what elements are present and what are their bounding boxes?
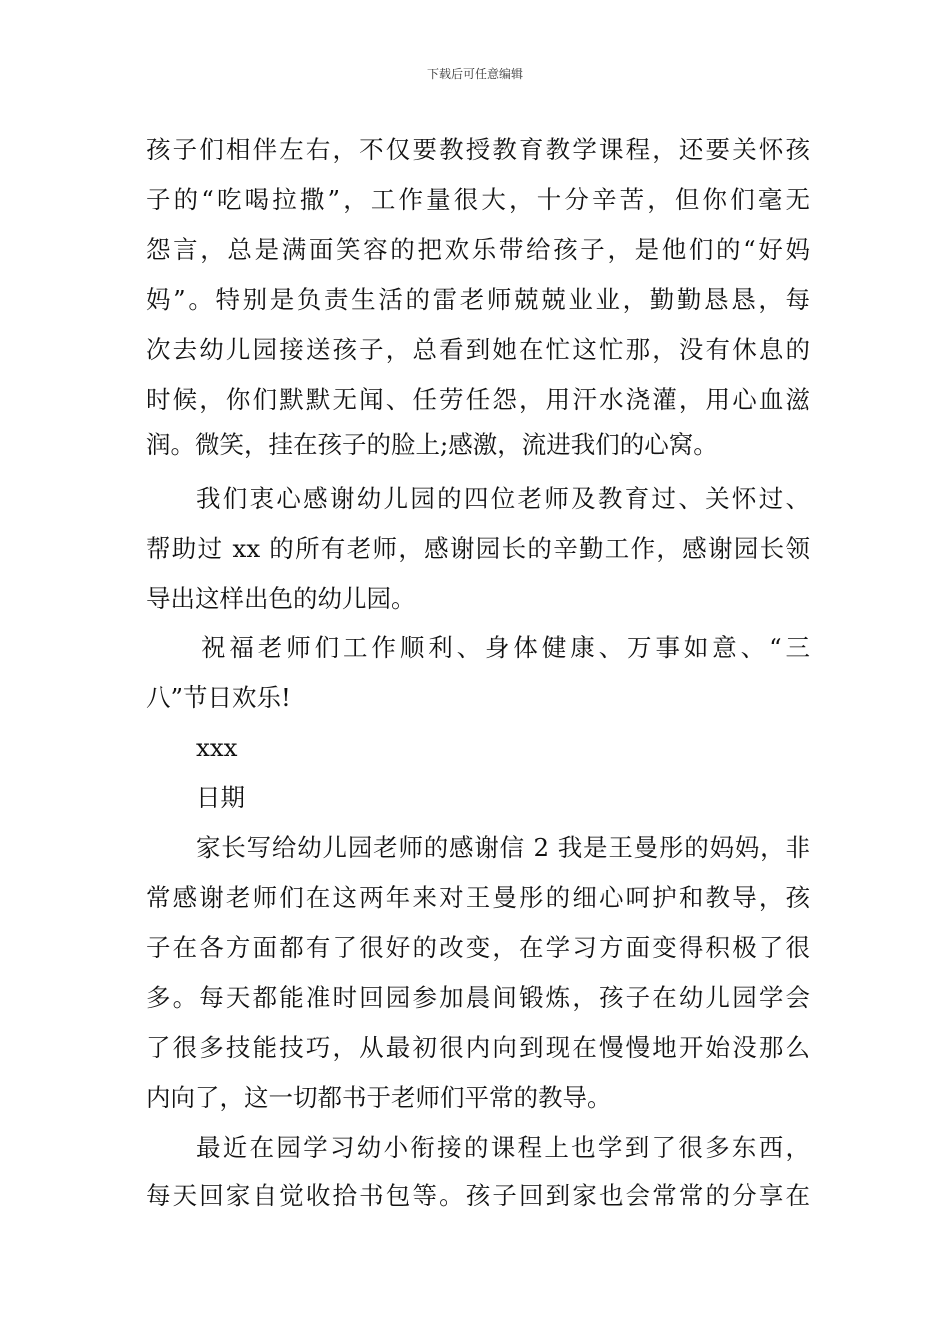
text-line: 次去幼儿园接送孩子，总看到她在忙这忙那，没有休息的 <box>146 335 810 364</box>
text-line: 常感谢老师们在这两年来对王曼彤的细心呵护和教导，孩 <box>146 883 810 912</box>
text-line: 我们衷心感谢幼儿园的四位老师及教育过、关怀过、 <box>196 484 810 513</box>
text-line: 最近在园学习幼小衔接的课程上也学到了很多东西， <box>196 1133 810 1162</box>
text-line: 八”节日欢乐! <box>146 683 291 712</box>
text-line: 孩子们相伴左右，不仅要教授教育教学课程，还要关怀孩 <box>146 135 810 164</box>
text-line: 润。微笑，挂在孩子的脸上;感激，流进我们的心窝。 <box>146 430 718 459</box>
text-line: 多。每天都能准时回园参加晨间锻炼，孩子在幼儿园学会 <box>146 983 810 1012</box>
page-header: 下载后可任意编辑 <box>426 67 523 81</box>
signature-date: 日期 <box>196 783 245 812</box>
text-line: 时候，你们默默无闻、任劳任怨，用汗水浇灌，用心血滋 <box>146 385 810 414</box>
text-line: 导出这样出色的幼儿园。 <box>146 584 416 613</box>
text-line: 内向了，这一切都书于老师们平常的教导。 <box>146 1083 612 1112</box>
text-line: 帮助过 xx 的所有老师，感谢园长的辛勤工作，感谢园长领 <box>146 534 810 563</box>
text-line: 子在各方面都有了很好的改变，在学习方面变得积极了很 <box>146 933 810 962</box>
signature-name: xxx <box>196 733 238 762</box>
text-line: 每天回家自觉收拾书包等。孩子回到家也会常常的分享在 <box>146 1181 810 1210</box>
text-line: 了很多技能技巧，从最初很内向到现在慢慢地开始没那么 <box>146 1033 810 1062</box>
text-line: 子的“吃喝拉撒”，工作量很大，十分辛苦，但你们毫无 <box>146 185 810 214</box>
text-line: 妈”。特别是负责生活的雷老师兢兢业业，勤勤恳恳，每 <box>146 285 810 314</box>
text-line: 祝福老师们工作顺利、身体健康、万事如意、“三 <box>201 633 810 662</box>
text-line: 家长写给幼儿园老师的感谢信 2 我是王曼彤的妈妈，非 <box>196 833 810 862</box>
text-line: 怨言，总是满面笑容的把欢乐带给孩子，是他们的“好妈 <box>146 235 810 264</box>
